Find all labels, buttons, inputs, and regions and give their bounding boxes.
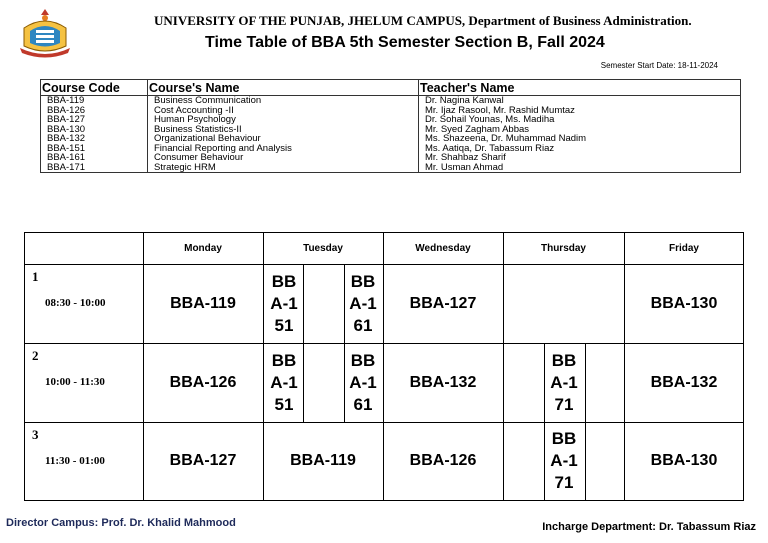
teacher-name: Dr. Sohail Younas, Ms. Madiha <box>419 115 741 125</box>
table-row <box>41 115 741 125</box>
class-cell: BBA-127 <box>409 294 477 312</box>
teacher-name: Dr. Nagina Kanwal <box>419 96 741 106</box>
course-name: Business Communication <box>148 96 419 106</box>
day-header-friday: Friday <box>668 243 699 254</box>
header-course-code: Course Code <box>41 80 148 96</box>
teacher-name: Ms. Shazeena, Dr. Muhammad Nadim <box>419 134 741 144</box>
course-code: BBA-171 <box>41 163 148 173</box>
class-cell: BBA-119 <box>170 294 236 312</box>
day-header-tuesday: Tuesday <box>303 243 343 254</box>
course-code: BBA-127 <box>41 115 148 125</box>
class-cell: BBA-119 <box>290 452 356 469</box>
class-cell: BBA-126 <box>169 373 237 391</box>
class-cell-narrow: BBA-151 <box>270 271 298 335</box>
incharge-signature-line: Incharge Department: Dr. Tabassum Riaz <box>542 521 756 533</box>
teacher-name: Mr. Usman Ahmad <box>419 163 741 173</box>
course-table-header-row <box>41 80 741 96</box>
table-row <box>41 134 741 144</box>
class-cell <box>503 264 624 343</box>
teacher-name: Mr. Shahbaz Sharif <box>419 153 741 163</box>
day-header-thursday: Thursday <box>540 243 586 254</box>
course-name: Human Psychology <box>148 115 419 125</box>
class-cell: BBA-130 <box>650 452 718 469</box>
course-name: Consumer Behaviour <box>148 153 419 163</box>
class-cell-narrow: BBA-171 <box>550 429 578 492</box>
course-name: Financial Reporting and Analysis <box>148 144 419 154</box>
course-name: Business Statistics-II <box>148 125 419 135</box>
teacher-name: Mr. Ijaz Rasool, Mr. Rashid Mumtaz <box>419 106 741 116</box>
class-cell-narrow: BBA-171 <box>550 350 578 414</box>
course-code: BBA-151 <box>41 144 148 154</box>
director-signature-line: Director Campus: Prof. Dr. Khalid Mahmood <box>6 517 236 529</box>
class-cell-narrow: BBA-161 <box>349 271 377 335</box>
course-code: BBA-119 <box>41 96 148 106</box>
table-row <box>41 144 741 154</box>
table-row <box>41 163 741 173</box>
course-name: Organizational Behaviour <box>148 134 419 144</box>
semester-start-date: Semester Start Date: 18-11-2024 <box>600 61 718 70</box>
university-logo <box>16 6 74 58</box>
course-code: BBA-132 <box>41 134 148 144</box>
class-cell: BBA-132 <box>650 373 718 391</box>
teacher-name: Mr. Syed Zagham Abbas <box>419 125 741 135</box>
slot-number: 3 <box>32 427 39 442</box>
table-row <box>41 96 741 106</box>
class-cell: BBA-132 <box>409 373 477 391</box>
slot-number: 1 <box>32 269 39 284</box>
timetable-title: Time Table of BBA 5th Semester Section B, Fall 2024 <box>205 34 605 51</box>
table-row <box>41 106 741 116</box>
slot-time: 10:00 - 11:30 <box>45 376 105 388</box>
class-cell: BBA-126 <box>409 452 477 469</box>
slot-time: 11:30 - 01:00 <box>45 455 105 467</box>
teacher-name: Ms. Aatiqa, Dr. Tabassum Riaz <box>419 144 741 154</box>
course-code: BBA-130 <box>41 125 148 135</box>
table-row <box>41 153 741 163</box>
course-name: Strategic HRM <box>148 163 419 173</box>
header-course-name: Course's Name <box>148 80 419 96</box>
class-cell-narrow: BBA-151 <box>270 350 298 414</box>
header-teacher-name: Teacher's Name <box>419 80 741 96</box>
university-name: UNIVERSITY OF THE PUNJAB, JHELUM CAMPUS, Department of Business Administration. <box>154 13 692 28</box>
class-cell: BBA-127 <box>169 452 237 469</box>
class-cell: BBA-130 <box>650 294 718 312</box>
day-header-wednesday: Wednesday <box>415 243 471 254</box>
course-code: BBA-126 <box>41 106 148 116</box>
weekly-timetable-grid <box>24 232 744 501</box>
split-cell-divider <box>303 343 345 422</box>
slot-time: 08:30 - 10:00 <box>45 297 106 309</box>
course-code: BBA-161 <box>41 153 148 163</box>
class-cell-narrow: BBA-161 <box>349 350 377 414</box>
course-list-table <box>40 79 741 173</box>
table-row <box>41 125 741 135</box>
split-cell-divider <box>303 264 345 343</box>
day-header-monday: Monday <box>184 243 222 254</box>
course-name: Cost Accounting -II <box>148 106 419 116</box>
slot-number: 2 <box>32 348 39 363</box>
